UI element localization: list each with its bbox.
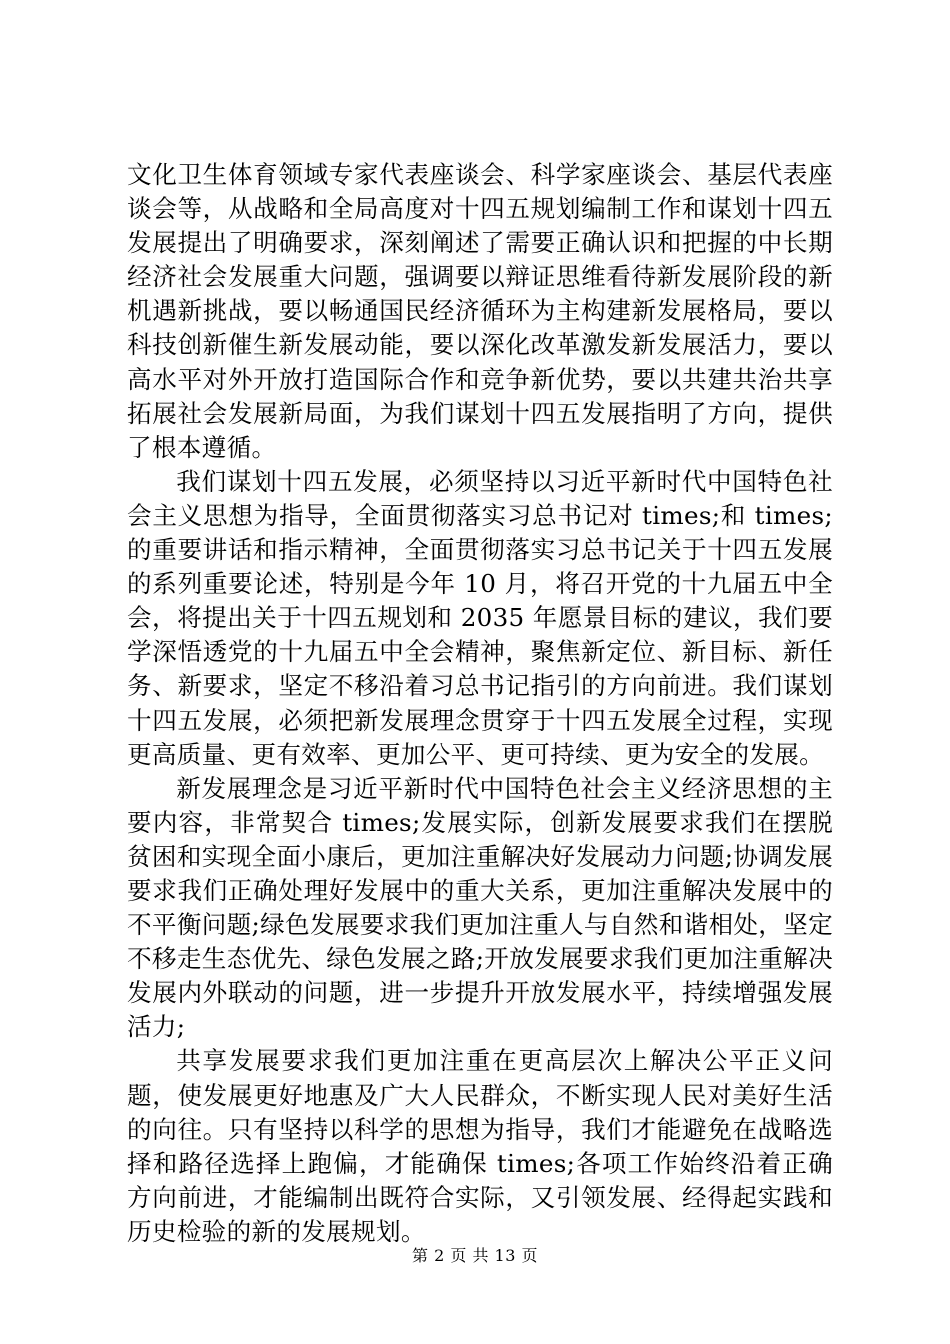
paragraph-4: 共享发展要求我们更加注重在更高层次上解决公平正义问题，使发展更好地惠及广大人民群众，不断实现人民对美好生活的向往。只有坚持以科学的思想为指导，我们才能避免在战略选择和路径选择上跑偏，才能确保 times;各项工作始终沿着正确方向前进，才能编制出既符合实际，又引领发展、经得起实践和历史检验的新的发展规划。 (127, 1046, 833, 1246)
paragraph-1: 文化卫生体育领域专家代表座谈会、科学家座谈会、基层代表座谈会等，从战略和全局高度对十四五规划编制工作和谋划十四五发展提出了明确要求，深刻阐述了需要正确认识和把握的中长期经济社会发展重大问题，强调要以辩证思维看待新发展阶段的新机遇新挑战，要以畅通国民经济循环为主构建新发展格局，要以科技创新催生新发展动能，要以深化改革激发新发展活力，要以高水平对外开放打造国际合作和竞争新优势，要以共建共治共享拓展社会发展新局面，为我们谋划十四五发展指明了方向，提供了根本遵循。 (127, 160, 833, 462)
paragraph-2: 我们谋划十四五发展，必须坚持以习近平新时代中国特色社会主义思想为指导，全面贯彻落实习总书记对 times;和 times;的重要讲话和指示精神，全面贯彻落实习总书记关于十四五发展的系列重要论述，特别是今年 10 月，将召开党的十九届五中全会，将提出关于十四五规划和 2035 年愿景目标的建议，我们要学深悟透党的十九届五中全会精神，聚焦新定位、新目标、新任务、新要求，坚定不移沿着习总书记指引的方向前进。我们谋划十四五发展，必须把新发展理念贯穿于十四五发展全过程，实现更高质量、更有效率、更加公平、更可持续、更为安全的发展。 (127, 466, 833, 769)
page-number-footer: 第 2 页 共 13 页 (412, 1246, 538, 1265)
paragraph-3: 新发展理念是习近平新时代中国特色社会主义经济思想的主要内容，非常契合 times;发展实际，创新发展要求我们在摆脱贫困和实现全面小康后，更加注重解决好发展动力问题;协调发展要求我们正确处理好发展中的重大关系，更加注重解决发展中的不平衡问题;绿色发展要求我们更加注重人与自然和谐相处，坚定不移走生态优先、绿色发展之路;开放发展要求我们更加注重解决发展内外联动的问题，进一步提升开放发展水平，持续增强发展活力; (127, 773, 833, 1042)
document-body (127, 158, 833, 1249)
